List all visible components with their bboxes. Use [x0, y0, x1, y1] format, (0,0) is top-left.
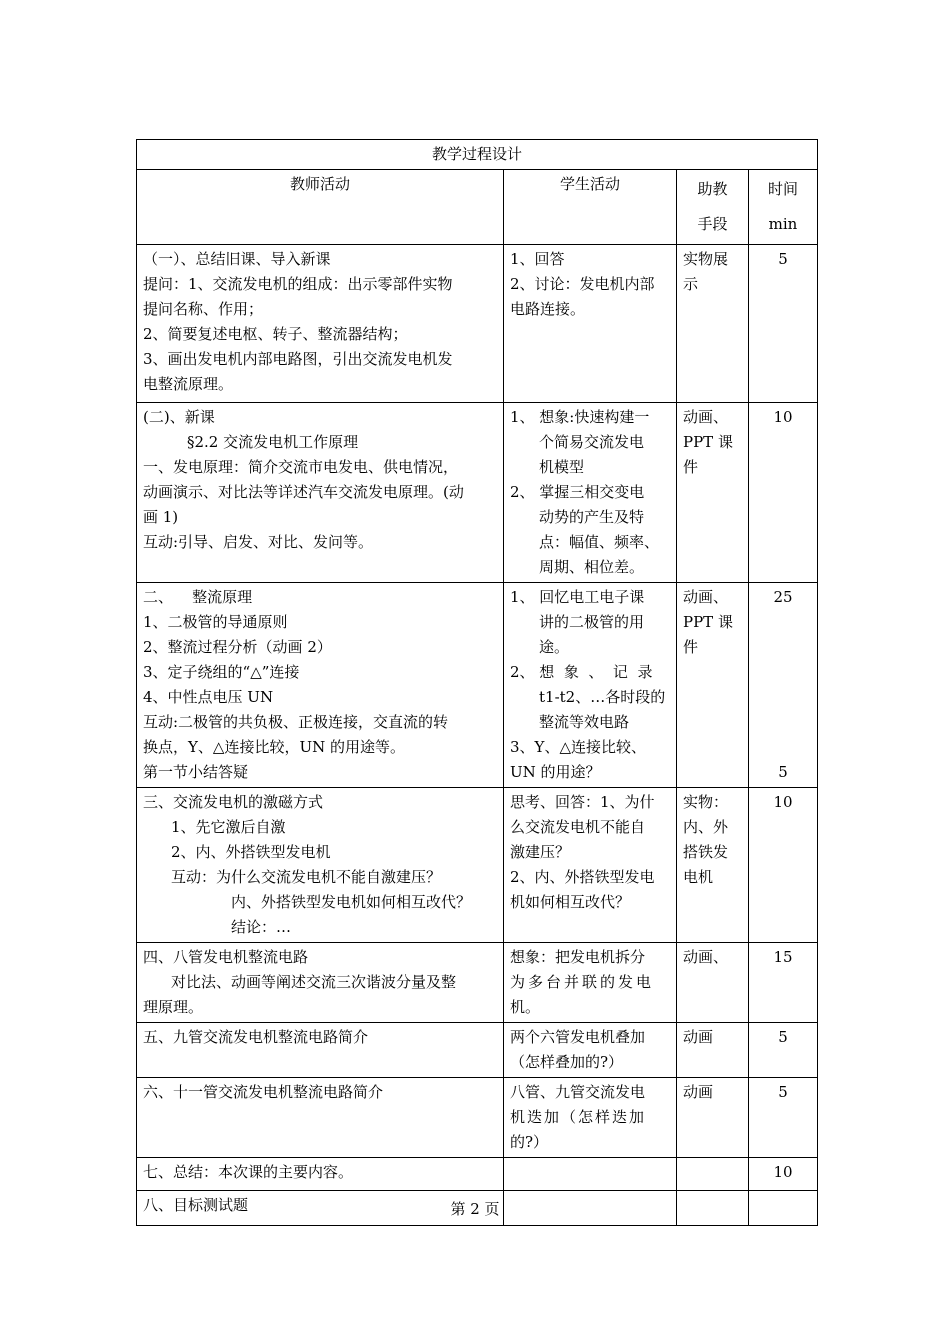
text-line: 1、先它激后自激	[171, 818, 286, 836]
text-line: 1、 回忆电工电子课	[510, 588, 645, 606]
student-activity-cell	[504, 403, 677, 583]
text-line: 讲的二极管的用	[539, 613, 645, 631]
text-line: 想象：把发电机拆分	[510, 948, 646, 966]
text-line: 机模型	[539, 458, 585, 476]
text-line: 1、二极管的导通原则	[143, 613, 288, 631]
table-row	[137, 788, 818, 943]
text-line: 2、简要复述电枢、转子、整流器结构；	[143, 325, 408, 343]
text-line: 四、八管发电机整流电路	[143, 948, 309, 966]
header-time	[749, 170, 818, 245]
teaching-aid-cell	[677, 943, 749, 1023]
teacher-activity-cell	[137, 1078, 504, 1158]
text-line: 示	[683, 275, 699, 293]
text-line: 提问：1、交流发电机的组成：出示零部件实物	[143, 275, 453, 293]
text-line: 八管、九管交流发电	[510, 1083, 646, 1101]
teaching-aid-cell	[677, 788, 749, 943]
text-line: 2、内、外搭铁型发电	[510, 868, 655, 886]
time-cell: 10	[749, 1158, 818, 1191]
time-cell: 5	[749, 1078, 818, 1158]
teacher-activity-cell	[137, 403, 504, 583]
teacher-activity-cell	[137, 943, 504, 1023]
time-value-bottom: 5	[778, 763, 788, 781]
text-line: t1-t2、…各时段的	[539, 688, 666, 706]
text-line: 两个六管发电机叠加	[510, 1028, 646, 1046]
teacher-activity-cell	[137, 1158, 504, 1191]
text-line: 内、外	[683, 818, 729, 836]
time-value-top: 25	[773, 588, 793, 606]
header-time-line: 时间	[768, 180, 799, 198]
text-line: PPT 课	[683, 613, 733, 631]
time-cell: 10	[749, 788, 818, 943]
student-activity-cell	[504, 943, 677, 1023]
text-line: 3、Y、△连接比较、	[510, 738, 646, 756]
text-line: 第一节小结答疑	[143, 763, 249, 781]
text-line: 么交流发电机不能自	[510, 818, 646, 836]
section-heading: §2.2 交流发电机工作原理	[187, 433, 359, 451]
table-row	[137, 1158, 818, 1191]
text-line: 二、 整流原理	[143, 588, 253, 606]
text-line: 电整流原理。	[143, 375, 234, 393]
text-line: 七、总结：本次课的主要内容。	[143, 1163, 354, 1181]
text-line: 六、十一管交流发电机整流电路简介	[143, 1083, 384, 1101]
text-line: 3、定子绕组的“△”连接	[143, 663, 300, 681]
header-teaching-aid	[677, 170, 749, 245]
time-cell: 15	[749, 943, 818, 1023]
text-line: 3、画出发电机内部电路图，引出交流发电机发	[143, 350, 453, 368]
text-line: 机如何相互改代？	[510, 893, 631, 911]
table-row	[137, 943, 818, 1023]
text-line: 点：幅值、频率、	[539, 533, 660, 551]
header-teacher-activity: 教师活动	[137, 170, 504, 245]
text-line: 实物：	[683, 793, 729, 811]
text-line: 1、回答	[510, 250, 565, 268]
text-line: 三、交流发电机的激磁方式	[143, 793, 324, 811]
text-line: 件	[683, 458, 699, 476]
time-cell: 10	[749, 403, 818, 583]
text-line: PPT 课	[683, 433, 733, 451]
header-time-line: min	[768, 215, 798, 233]
time-cell	[749, 583, 818, 788]
table-row	[137, 245, 818, 403]
text-line: 机迭加（怎样迭加	[510, 1108, 647, 1126]
text-line: 2、 想 象 、 记 录	[510, 663, 653, 681]
text-line: （一）、总结旧课、导入新课	[143, 250, 331, 268]
text-line: 机。	[510, 998, 541, 1016]
text-line: 结论：…	[231, 918, 292, 936]
text-line: 途。	[539, 638, 570, 656]
table-row	[137, 583, 818, 788]
text-line: 为多台并联的发电	[510, 973, 655, 991]
text-line: 2、讨论：发电机内部	[510, 275, 655, 293]
text-line: 周期、相位差。	[539, 558, 645, 576]
table-title: 教学过程设计	[137, 140, 818, 170]
text-line: 思考、回答：1、为什	[510, 793, 655, 811]
text-line: 搭铁发	[683, 843, 729, 861]
student-activity-cell	[504, 1078, 677, 1158]
table-row	[137, 403, 818, 583]
text-line: 动画	[683, 1083, 714, 1101]
text-line: 件	[683, 638, 699, 656]
page-number: 第 2 页	[450, 1200, 500, 1218]
text-line: 动势的产生及特	[539, 508, 645, 526]
student-activity-cell	[504, 788, 677, 943]
teacher-activity-cell	[137, 245, 504, 403]
text-line: 动画演示、对比法等详述汽车交流发电原理。(动	[143, 483, 464, 501]
header-aid-line: 手段	[697, 215, 728, 233]
text-line: 换点，Y、△连接比较，UN 的用途等。	[143, 738, 405, 756]
header-student-activity: 学生活动	[504, 170, 677, 245]
text-line: 画 1)	[143, 508, 179, 526]
text-line: (二)、新课	[143, 408, 215, 426]
teaching-process-table	[136, 139, 818, 1226]
text-line: 八、目标测试题	[143, 1196, 249, 1214]
teacher-activity-cell	[137, 788, 504, 943]
text-line: 1、 想象:快速构建一	[510, 408, 650, 426]
text-line: 互动：为什么交流发电机不能自激建压？	[171, 868, 442, 886]
student-activity-cell	[504, 583, 677, 788]
text-line: 整流等效电路	[539, 713, 630, 731]
text-line: UN 的用途？	[510, 763, 601, 781]
text-line: 2、整流过程分析（动画 2）	[143, 638, 332, 656]
teaching-aid-cell	[677, 245, 749, 403]
teacher-activity-cell	[137, 583, 504, 788]
text-line: 电机	[683, 868, 714, 886]
text-line: 一、发电原理：简介交流市电发电、供电情况，	[143, 458, 459, 476]
student-activity-cell	[504, 1158, 677, 1191]
text-line: 内、外搭铁型发电机如何相互改代？	[231, 893, 472, 911]
text-line: 电路连接。	[510, 300, 586, 318]
text-line: 动画、	[683, 588, 729, 606]
text-line: 五、九管交流发电机整流电路简介	[143, 1028, 369, 1046]
text-line: 实物展	[683, 250, 729, 268]
teacher-activity-cell	[137, 1023, 504, 1078]
text-line: 动画、	[683, 948, 729, 966]
student-activity-cell	[504, 245, 677, 403]
student-activity-cell	[504, 1023, 677, 1078]
table-row	[137, 1023, 818, 1078]
text-line: 互动:引导、启发、对比、发问等。	[143, 533, 374, 551]
text-line: 激建压？	[510, 843, 571, 861]
text-line: 个简易交流发电	[539, 433, 645, 451]
table-row	[137, 1078, 818, 1158]
text-line: 的?）	[510, 1133, 549, 1151]
text-line: 提问名称、作用；	[143, 300, 264, 318]
text-line: 互动:二极管的共负极、正极连接，交直流的转	[143, 713, 449, 731]
time-cell: 5	[749, 1023, 818, 1078]
text-line: 2、内、外搭铁型发电机	[171, 843, 331, 861]
text-line: 动画、	[683, 408, 729, 426]
header-aid-line: 助教	[697, 180, 728, 198]
teaching-aid-cell	[677, 1078, 749, 1158]
text-line: 对比法、动画等阐述交流三次谐波分量及整	[171, 973, 457, 991]
teaching-aid-cell	[677, 583, 749, 788]
text-line: 2、 掌握三相交变电	[510, 483, 645, 501]
text-line: 理原理。	[143, 998, 204, 1016]
time-cell: 5	[749, 245, 818, 403]
teaching-aid-cell	[677, 403, 749, 583]
teaching-aid-cell	[677, 1023, 749, 1078]
text-line: （怎样叠加的?）	[510, 1053, 624, 1071]
text-line: 动画	[683, 1028, 714, 1046]
teaching-aid-cell	[677, 1158, 749, 1191]
text-line: 4、中性点电压 UN	[143, 688, 274, 706]
